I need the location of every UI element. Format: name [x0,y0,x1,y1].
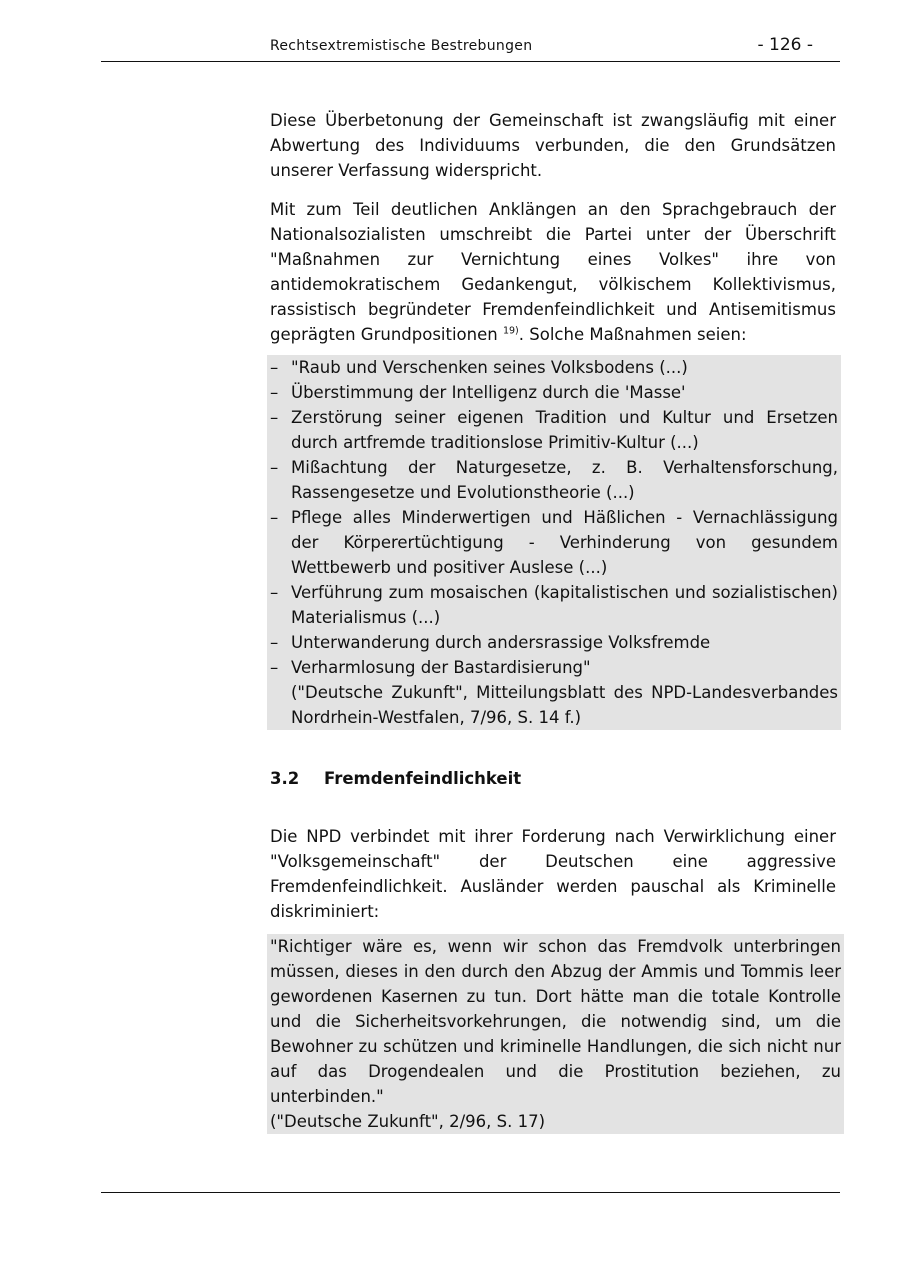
list-item [270,580,841,630]
paragraph-3: Die NPD verbindet mit ihrer Forderung nach Verwirklichung einer "Volksgemeinschaft" der Deutschen eine aggressive Fremdenfeindlichkeit. Ausländer werden pauschal als Kriminelle diskriminiert: [270,827,836,921]
list-item-text: Überstimmung der Intelligenz durch die 'Masse' [291,383,686,402]
list-dash: – [270,358,279,377]
paragraph-2-text: Mit zum Teil deutlichen Anklängen an den Sprachgebrauch der Nationalsozialisten umschreibt die Partei unter der Überschrift "Maßnahmen zur Vernichtung eines Volkes" ihre von antidemokratischem Gedankengut, völkischem Kollektivismus, rassistisch begründeter Fremdenfeindlichkeit und Antisemitismus geprägten Grundpositionen [270,200,836,344]
section-title: Fremdenfeindlichkeit [324,769,522,788]
list-dash: – [270,633,279,652]
list-item-text: Unterwanderung durch andersrassige Volksfremde [291,633,711,652]
list-item-text: Verharmlosung der Bastardisierung" [291,658,591,677]
list-dash: – [270,508,279,527]
list-item-text: Verführung zum mosaischen (kapitalistischen und sozialistischen) Materialismus (...) [291,583,838,627]
list-item [270,405,841,455]
list-dash: – [270,583,279,602]
list-item [270,505,841,580]
section-heading [270,766,836,791]
list-item-text: Zerstörung seiner eigenen Tradition und Kultur und Ersetzen durch artfremde traditionslose Primitiv-Kultur (...) [291,408,838,452]
list-source-citation: ("Deutsche Zukunft", Mitteilungsblatt des NPD-Landesverbandes Nordrhein-Westfalen, 7/96, S. 14 f.) [291,683,838,727]
footnote-marker: 19) [502,325,519,337]
paragraph-1: Diese Überbetonung der Gemeinschaft ist zwangsläufig mit einer Abwertung des Individuums verbunden, die den Grundsätzen unserer Verfassung widerspricht. [270,111,836,180]
running-header-title: Rechtsextremistische Bestrebungen [270,38,533,54]
measures-quote-box [267,355,841,730]
list-dash: – [270,383,279,402]
footer-rule [101,1192,840,1193]
list-item [270,355,841,380]
measures-list [270,355,841,680]
section-number: 3.2 [270,769,300,788]
page-header [101,30,840,62]
list-item [270,655,841,680]
paragraph-2 [270,197,836,347]
paragraph-2-end: . Solche Maßnahmen seien: [518,325,747,344]
list-item-text: "Raub und Verschenken seines Volksbodens (...) [291,358,688,377]
list-dash: – [270,658,279,677]
quote-source: ("Deutsche Zukunft", 2/96, S. 17) [270,1112,546,1131]
list-dash: – [270,458,279,477]
list-item [270,630,841,655]
quote-text: "Richtiger wäre es, wenn wir schon das Fremdvolk unterbringen müssen, dieses in den durch den Abzug der Ammis und Tommis leer gewordenen Kasernen zu tun. Dort hätte man die totale Kontrolle und die Sicherheitsvorkehrungen, die notwendig sind, um die Bewohner zu schützen und kriminelle Handlungen, die sich nicht nur auf das Drogendealen und die Prostitution beziehen, zu unterbinden." [270,937,841,1106]
list-item [270,455,841,505]
page-number: - 126 - [757,35,813,55]
list-item [270,380,841,405]
npd-quote-box [267,934,844,1134]
list-dash: – [270,408,279,427]
list-item-text: Pflege alles Minderwertigen und Häßlichen - Vernachlässigung der Körperertüchtigung - Verhinderung von gesundem Wettbewerb und positiver Auslese (...) [291,508,838,577]
list-item-text: Mißachtung der Naturgesetze, z. B. Verhaltensforschung, Rassengesetze und Evolutionstheorie (...) [291,458,838,502]
page-content [270,108,841,1134]
